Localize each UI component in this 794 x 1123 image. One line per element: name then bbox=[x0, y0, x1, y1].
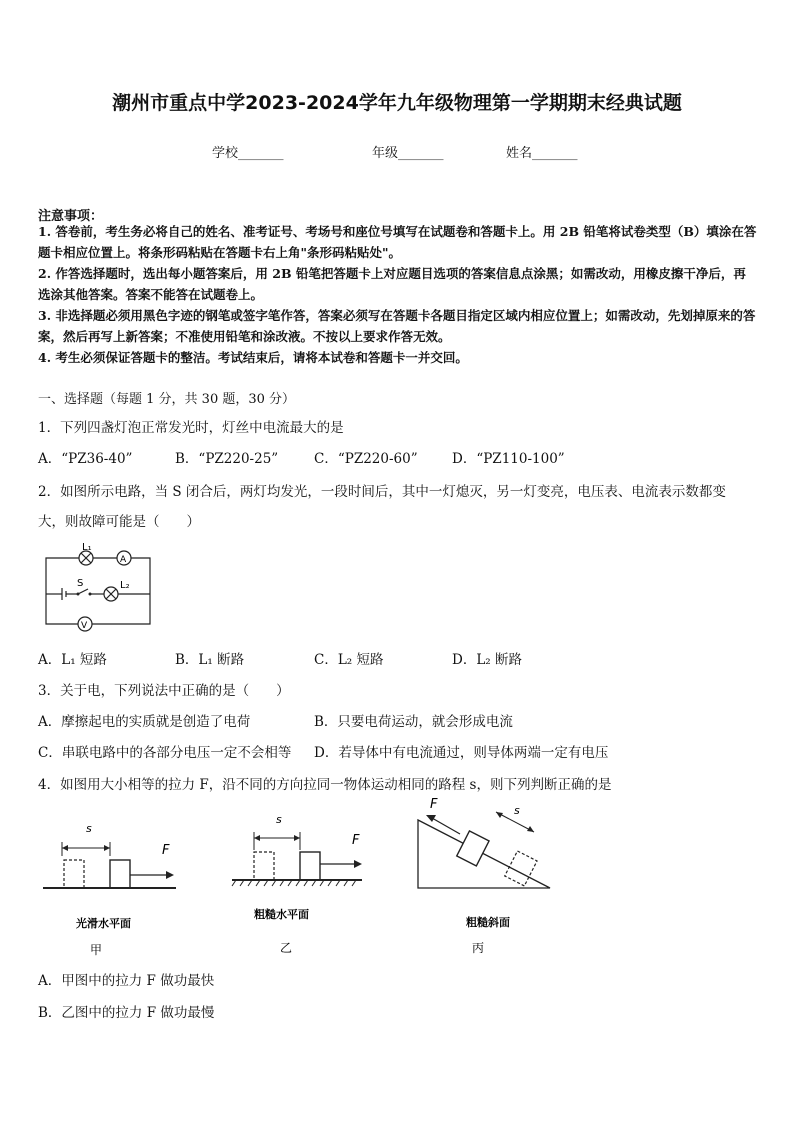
yi-s-label: s bbox=[276, 813, 282, 826]
q4-option-b[interactable]: B．乙图中的拉力 F 做功最慢 bbox=[38, 1005, 215, 1021]
q3-option-d[interactable]: D．若导体中有电流通过，则导体两端一定有电压 bbox=[314, 745, 609, 761]
q2-stem-line2: 大，则故障可能是（ ） bbox=[38, 514, 200, 530]
q1-option-d[interactable]: D．“PZ110-100” bbox=[452, 451, 565, 467]
jia-f-label: F bbox=[162, 843, 170, 858]
q2-option-a[interactable]: A．L₁ 短路 bbox=[38, 652, 107, 668]
note-2: 2. 作答选择题时，选出每小题答案后，用 2B 铅笔把答题卡上对应题目选项的答案信息点涂黑；如需改动，用橡皮擦干净后，再选涂其他答案。答案不能答在试题卷上。 bbox=[38, 266, 746, 302]
q4-figure-yi bbox=[228, 806, 378, 956]
page-title: 潮州市重点中学2023-2024学年九年级物理第一学期期末经典试题 bbox=[112, 92, 682, 114]
q2-circuit-diagram bbox=[38, 538, 158, 638]
bing-surface-label: 粗糙斜面 bbox=[466, 916, 510, 929]
q3-stem: 3．关于电，下列说法中正确的是（ ） bbox=[38, 683, 290, 699]
note-1: 1. 答卷前，考生务必将自己的姓名、准考证号、考场号和座位号填写在试题卷和答题卡上。用 2B 铅笔将试卷类型（B）填涂在答题卡相应位置上。将条形码粘贴在答题卡右上角"条形码粘贴处"。 bbox=[38, 224, 757, 260]
q1-option-a[interactable]: A．“PZ36-40” bbox=[38, 451, 133, 467]
yi-surface-label: 粗糙水平面 bbox=[254, 908, 309, 921]
bing-f-label: F bbox=[430, 797, 438, 812]
label-l1: L₁ bbox=[82, 542, 92, 553]
jia-s-label: s bbox=[86, 822, 92, 835]
q1-stem: 1．下列四盏灯泡正常发光时，灯丝中电流最大的是 bbox=[38, 420, 344, 436]
label-s: S bbox=[77, 578, 84, 589]
bing-s-label: s bbox=[514, 804, 520, 817]
label-l2: L₂ bbox=[120, 580, 130, 591]
q2-stem-line1: 2．如图所示电路，当 S 闭合后，两灯均发光，一段时间后，其中一灯熄灭，另一灯变亮，电压表、电流表示数都变 bbox=[38, 484, 726, 500]
q4-stem: 4．如图用大小相等的拉力 F，沿不同的方向拉同一物体运动相同的路程 s，则下列判断正确的是 bbox=[38, 777, 612, 793]
q4-figure-jia bbox=[38, 812, 188, 962]
note-3: 3. 非选择题必须用黑色字迹的钢笔或签字笔作答，答案必须写在答题卡各题目指定区域内相应位置上；如需改动，先划掉原来的答案，然后再写上新答案；不准使用铅笔和涂改液。不按以上要求作答无效。 bbox=[38, 308, 756, 344]
q3-option-a[interactable]: A．摩擦起电的实质就是创造了电荷 bbox=[38, 714, 251, 730]
notes-heading: 注意事项： bbox=[38, 209, 104, 224]
jia-name: 甲 bbox=[90, 943, 103, 957]
section-heading: 一、选择题（每题 1 分，共 30 题，30 分） bbox=[38, 392, 296, 407]
voltmeter-symbol: V bbox=[81, 621, 88, 631]
school-field[interactable]: 学校_______ bbox=[212, 146, 284, 161]
q1-option-b[interactable]: B．“PZ220-25” bbox=[175, 451, 279, 467]
name-field[interactable]: 姓名_______ bbox=[506, 146, 578, 161]
q4-figure-bing bbox=[410, 796, 560, 958]
bing-name: 丙 bbox=[472, 941, 485, 955]
q2-option-d[interactable]: D．L₂ 断路 bbox=[452, 652, 522, 668]
q2-option-b[interactable]: B．L₁ 断路 bbox=[175, 652, 245, 668]
yi-f-label: F bbox=[352, 833, 360, 848]
jia-surface-label: 光滑水平面 bbox=[76, 917, 131, 930]
q3-option-b[interactable]: B．只要电荷运动，就会形成电流 bbox=[314, 714, 513, 730]
q4-option-a[interactable]: A．甲图中的拉力 F 做功最快 bbox=[38, 973, 215, 989]
q1-option-c[interactable]: C．“PZ220-60” bbox=[314, 451, 418, 467]
note-4: 4. 考生必须保证答题卡的整洁。考试结束后，请将本试卷和答题卡一并交回。 bbox=[38, 350, 468, 365]
yi-name: 乙 bbox=[280, 941, 293, 955]
ammeter-symbol: A bbox=[120, 555, 127, 565]
q3-option-c[interactable]: C．串联电路中的各部分电压一定不会相等 bbox=[38, 745, 292, 761]
grade-field[interactable]: 年级_______ bbox=[372, 146, 444, 161]
q2-option-c[interactable]: C．L₂ 短路 bbox=[314, 652, 384, 668]
